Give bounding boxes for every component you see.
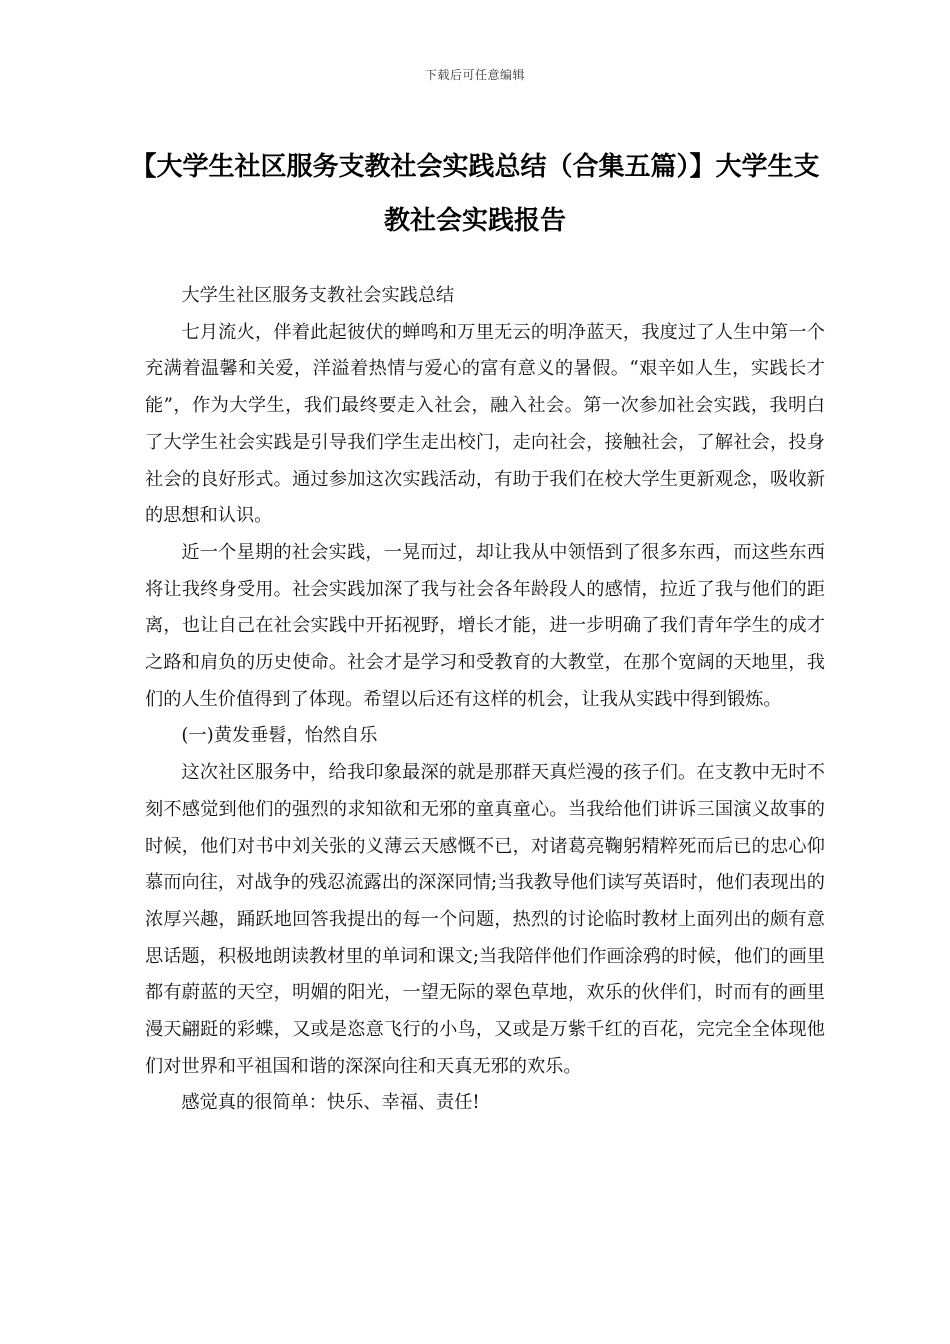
- header-note: 下载后可任意编辑: [424, 68, 525, 82]
- body-paragraph: 近一个星期的社会实践，一晃而过，却让我从中领悟到了很多东西，而这些东西将让我终身受用。社会实践加深了我与社会各年龄段人的感情，拉近了我与他们的距离，也让自己在社会实践中开拓视野，增长才能，进一步明确了我们青年学生的成才之路和肩负的历史使命。社会才是学习和受教育的大教堂，在那个宽阔的天地里，我们的人生价值得到了体现。希望以后还有这样的机会，让我从实践中得到锻炼。: [145, 541, 825, 710]
- subsection-heading: (一)黄发垂髫，怡然自乐: [181, 725, 378, 747]
- body-paragraph: 这次社区服务中，给我印象最深的就是那群天真烂漫的孩子们。在支教中无时不刻不感觉到他们的强烈的求知欲和无邪的童真童心。当我给他们讲诉三国演义故事的时候，他们对书中刘关张的义薄云天感慨不已，对诸葛亮鞠躬精粹死而后已的忠心仰慕而向往，对战争的残忍流露出的深深同情;当我教导他们读写英语时，他们表现出的浓厚兴趣，踊跃地回答我提出的每一个问题，热烈的讨论临时教材上面列出的颇有意思话题，积极地朗读教材里的单词和课文;当我陪伴他们作画涂鸦的时候，他们的画里都有蔚蓝的天空，明媚的阳光，一望无际的翠色草地，欢乐的伙伴们，时而有的画里漫天翩跹的彩蝶，又或是恣意飞行的小鸟，又或是万紫千红的百花，完完全全体现他们对世界和平祖国和谐的深深向往和天真无邪的欢乐。: [145, 762, 825, 1077]
- document-title: 【大学生社区服务支教社会实践总结（合集五篇）】大学生支教社会实践报告: [130, 152, 820, 236]
- document-body: [145, 278, 825, 1122]
- section-heading: 大学生社区服务支教社会实践总结: [181, 285, 455, 306]
- body-paragraph: 七月流火，伴着此起彼伏的蝉鸣和万里无云的明净蓝天，我度过了人生中第一个充满着温馨和关爱，洋溢着热情与爱心的富有意义的暑假。“艰辛如人生，实践长才能”，作为大学生，我们最终要走入社会，融入社会。第一次参加社会实践，我明白了大学生社会实践是引导我们学生走出校门，走向社会，接触社会，了解社会，投身社会的良好形式。通过参加这次实践活动，有助于我们在校大学生更新观念，吸收新的思想和认识。: [145, 321, 825, 527]
- closing-line: 感觉真的很简单：快乐、幸福、责任!: [181, 1092, 480, 1114]
